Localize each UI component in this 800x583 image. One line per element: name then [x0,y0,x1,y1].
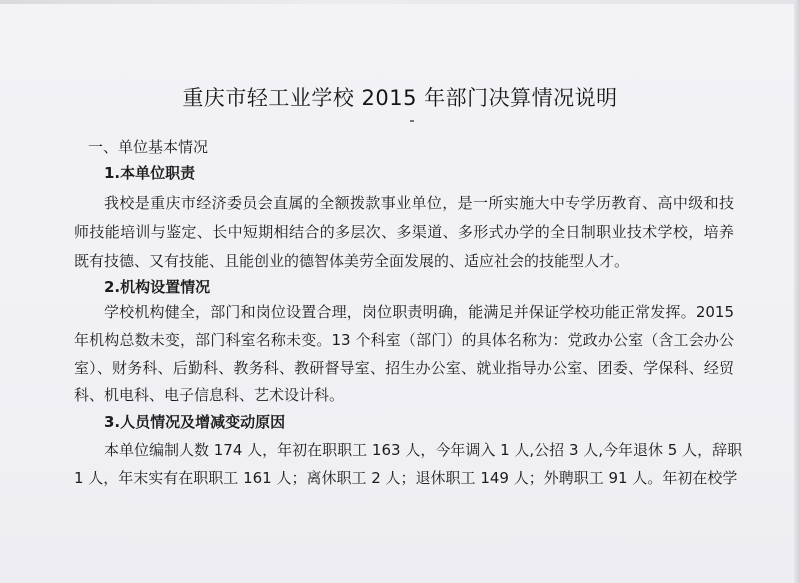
paragraph-line: 既有技德、又有技能、且能创业的德智体美劳全面发展的、适应社会的技能型人才。 [74,252,630,270]
subheading-duties: 1.本单位职责 [104,164,196,182]
paragraph-line: 年机构总数未变，部门科室名称未变。13 个科室（部门）的具体名称为：党政办公室（含工会办公 [74,331,734,349]
page-top-edge [0,0,800,4]
subheading-organization: 2.机构设置情况 [104,278,211,296]
paragraph-line: 1 人，年末实有在职职工 161 人；离休职工 2 人；退休职工 149 人；外聘职工 91 人。年初在校学 [74,469,738,487]
paragraph-line: 室）、财务科、后勤科、教务科、教研督导室、招生办公室、就业指导办公室、团委、学保科、经贸 [74,359,734,377]
paragraph-line: 师技能培训与鉴定、长中短期相结合的多层次、多渠道、多形式办学的全日制职业技术学校，培养 [74,223,734,241]
section-heading-basic-info: 一、单位基本情况 [88,138,209,156]
paragraph-line: 科、机电科、电子信息科、艺术设计科。 [74,386,345,404]
paragraph-line: 本单位编制人数 174 人，年初在职职工 163 人，今年调入 1 人,公招 3 人,今年退休 5 人，辞职 [104,441,743,459]
paragraph-line: 学校机构健全，部门和岗位设置合理，岗位职责明确，能满足并保证学校功能正常发挥。2015 [104,303,734,321]
paragraph-line: 我校是重庆市经济委员会直属的全额拨款事业单位，是一所实施大中专学历教育、高中级和技 [104,194,734,212]
document-title: 重庆市轻工业学校 2015 年部门决算情况说明 [182,86,618,110]
subheading-personnel: 3.人员情况及增减变动原因 [104,413,286,431]
scan-speck [410,120,414,122]
